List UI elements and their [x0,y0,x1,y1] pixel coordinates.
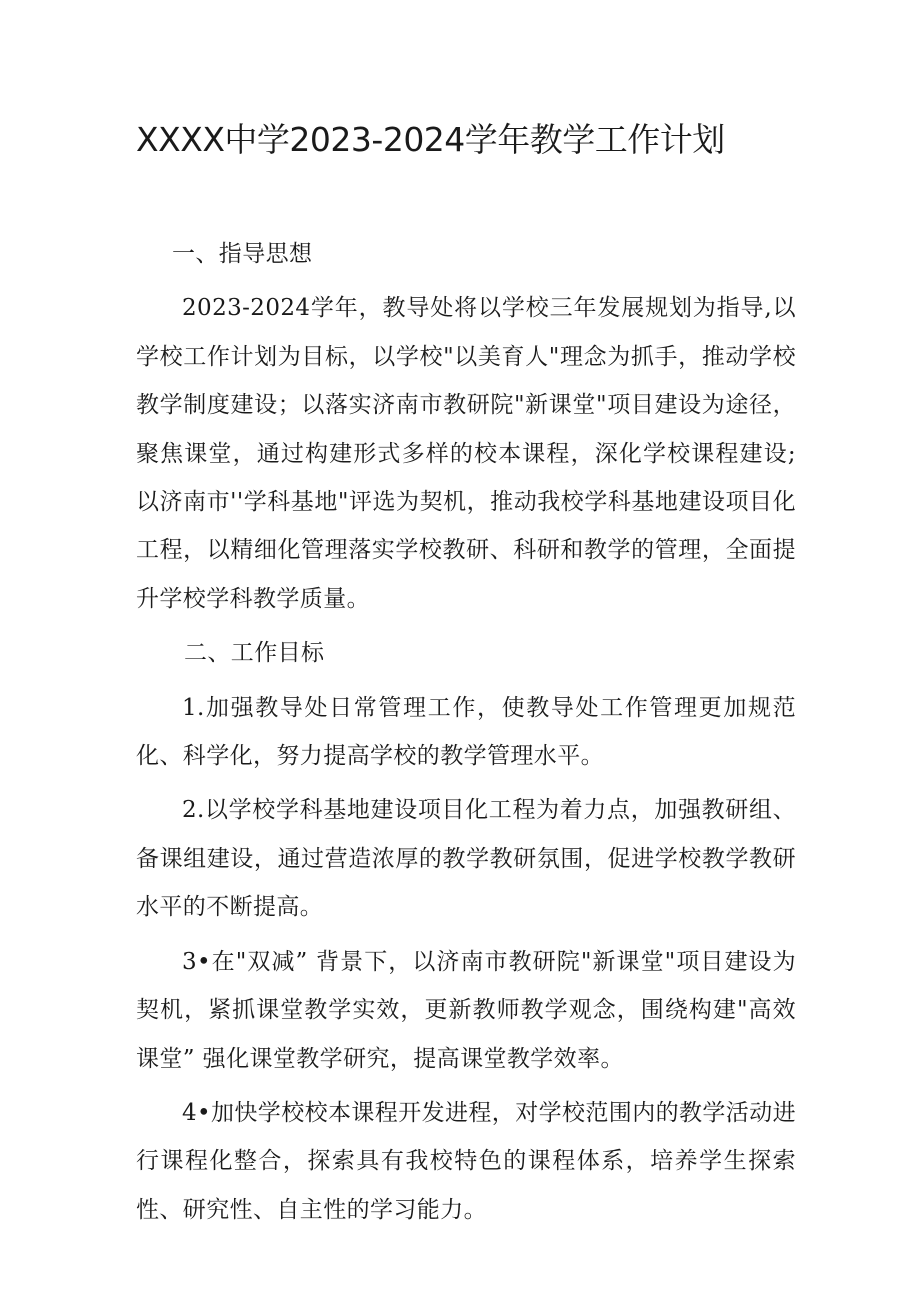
paragraph-goal-2: 2.以学校学科基地建设项目化工程为着力点，加强教研组、备课组建设，通过营造浓厚的教学教研氛围，促进学校教学教研水平的不断提高。 [136,797,796,921]
paragraph-goal-3: 3•在"双减” 背景下，以济南市教研院"新课堂"项目建设为契机，紧抓课堂教学实效，更新教师教学观念，围绕构建"高效课堂” 强化课堂教学研究，提高课堂教学效率。 [136,948,796,1072]
paragraph-goal-1: 1.加强教导处日常管理工作，使教导处工作管理更加规范化、科学化，努力提高学校的教学管理水平。 [136,694,796,770]
paragraph-guiding-ideology: 2023-2024学年，教导处将以学校三年发展规划为指导,以学校工作计划为目标，以学校"以美育人"理念为抓手，推动学校教学制度建设；以落实济南市教研院"新课堂"项目建设为途径，聚焦课堂，通过构建形式多样的校本课程，深化学校课程建设;以济南市''学科基地"评选为契机，推动我校学科基地建设项目化工程，以精细化管理落实学校教研、科研和教学的管理，全面提升学校学科教学质量。 [136,295,796,612]
section-heading-guiding-ideology: 一、指导思想 [172,241,313,267]
document-title: XXXX中学2023-2024学年教学工作计划 [136,120,725,159]
section-heading-work-goals: 二、工作目标 [184,640,325,667]
paragraph-goal-4: 4•加快学校校本课程开发进程，对学校范围内的教学活动进行课程化整合，探索具有我校特色的课程体系，培养学生探索性、研究性、自主性的学习能力。 [136,1099,796,1223]
document-body [136,230,796,1240]
